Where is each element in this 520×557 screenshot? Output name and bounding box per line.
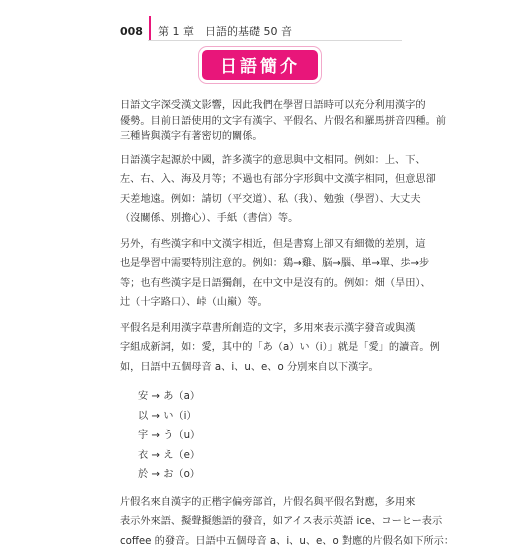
main-content [120,98,455,557]
list-item: 衣 → え（e） [138,449,201,461]
text-line: 辻（十字路口）、峠（山巔）等。 [120,297,268,308]
text-line: 片假名來自漢字的正楷字偏旁部首，片假名與平假名對應，多用來 [120,496,416,508]
header-accent-bar [149,16,151,40]
text-line: 左、右、入、海及月等；不過也有部分字形與中文漢字相同，但意思卻 [120,174,436,185]
text-line: 三種皆與漢字有著密切的關係。 [120,131,263,142]
text-line: 另外，有些漢字和中文漢字相近，但是書寫上卻又有細微的差別，這 [120,238,426,250]
text-line: coffee 的發音。日語中五個母音 a、i、u、e、o 對應的片假名如下所示： [120,535,455,547]
title-wrap [0,50,520,80]
text-line: 也是學習中需要特別注意的。例如：鶏→雞、脳→腦、単→單、歩→步 [120,258,430,269]
text-line: 字組成新詞，如：愛，其中的「あ（a）い（i）」就是「愛」的讀音。例 [120,342,440,353]
text-line: 優勢。目前日語使用的文字有漢字、平假名、片假名和羅馬拼音四種。前 [120,115,446,127]
chapter-title: 第 1 章 日語的基礎 50 音 [157,25,292,38]
text-line: 平假名是利用漢字草書所創造的文字，多用來表示漢字發音或與漢 [120,322,416,334]
header-divider [148,40,402,41]
page-number: 008 [120,24,143,38]
paragraph-intro [120,98,446,145]
text-line: 天差地遠。例如：請切（平交道）、私（我）、勉強（學習）、大丈夫 [120,193,421,205]
paragraph-katakana [120,493,455,552]
text-line: 如，日語中五個母音 a、i、u、e、o 分別來自以下漢字。 [120,361,379,373]
list-item: 以 → い（i） [138,410,197,422]
section-title: 日語簡介 [202,50,318,80]
list-item: 於 → お（o） [138,469,200,480]
list-item: 宇 → う（u） [138,430,201,441]
vowel-origin-list [138,387,395,485]
list-item: 安 → あ（a） [138,391,201,402]
text-line: 日語文字深受漢文影響，因此我們在學習日語時可以充分利用漢字的 [120,100,426,111]
paragraph-kanji-origin [120,151,436,229]
text-line: 日語漢字起源於中國，許多漢字的意思與中文相同。例如：上、下、 [120,154,426,166]
text-line: 等；也有些漢字是日語獨創，在中文中是沒有的。例如：畑（旱田）、 [120,277,431,289]
text-line: 表示外來語、擬聲擬態語的發音，如アイス表示英語 ice、コーヒー表示 [120,516,443,527]
paragraph-kanji-differences [120,235,431,313]
page-header [120,20,292,42]
paragraph-hiragana [120,319,440,378]
text-line: （沒關係、別擔心）、手紙（書信）等。 [120,213,299,224]
